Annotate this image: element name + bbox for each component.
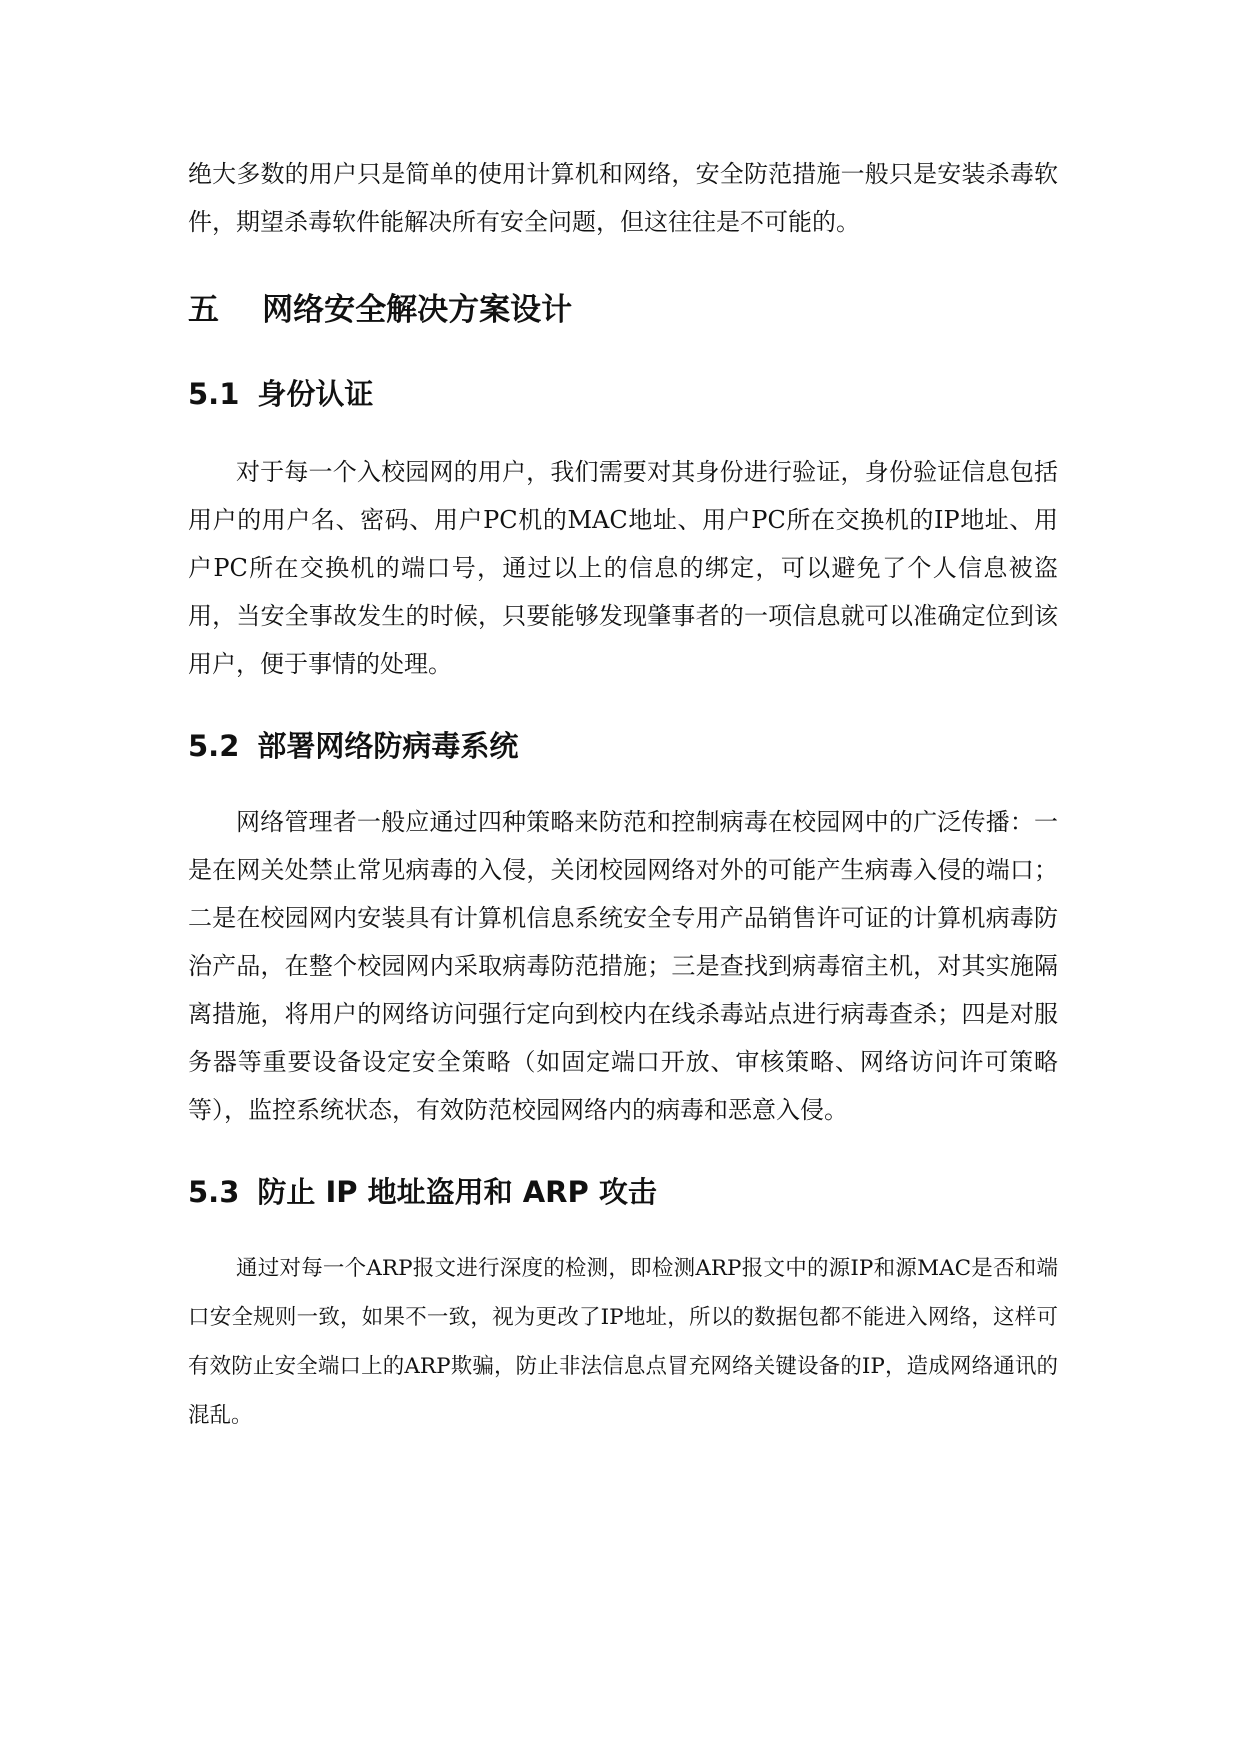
section-5-2-body: 网络管理者一般应通过四种策略来防范和控制病毒在校园网中的广泛传播：一是在网关处禁止常见病毒的入侵，关闭校园网络对外的可能产生病毒入侵的端口；二是在校园网内安装具有计算机信息系统安全专用产品销售许可证的计算机病毒防治产品，在整个校园网内采取病毒防范措施；三是查找到病毒宿主机，对其实施隔离措施，将用户的网络访问强行定向到校内在线杀毒站点进行病毒查杀；四是对服务器等重要设备设定安全策略（如固定端口开放、审核策略、网络访问许可策略等），监控系统状态，有效防范校园网络内的病毒和恶意入侵。 <box>188 808 1058 1124</box>
intro-paragraph: 绝大多数的用户只是简单的使用计算机和网络，安全防范措施一般只是安装杀毒软件，期望杀毒软件能解决所有安全问题，但这往往是不可能的。 <box>188 160 1058 236</box>
section-5-1-number: 5.1 <box>188 377 240 411</box>
section-5-1-title: 身份认证 <box>257 377 374 411</box>
section-5-1-body: 对于每一个入校园网的用户，我们需要对其身份进行验证，身份验证信息包括用户的用户名、密码、用户PC机的MAC地址、用户PC所在交换机的IP地址、用户PC所在交换机的端口号，通过以上的信息的绑定，可以避免了个人信息被盗用，当安全事故发生的时候，只要能够发现肇事者的一项信息就可以准确定位到该用户，便于事情的处理。 <box>188 458 1058 678</box>
section-5-2-number: 5.2 <box>188 729 240 763</box>
section-5-3-heading <box>188 1172 1058 1212</box>
page-content <box>188 150 1058 1440</box>
section-5-3-number: 5.3 <box>188 1175 240 1209</box>
section-5-2-heading <box>188 726 1058 766</box>
section-5-2-title: 部署网络防病毒系统 <box>257 729 519 763</box>
section-5-1-heading <box>188 374 1058 414</box>
section-5-heading: 五 网络安全解决方案设计 <box>188 292 573 328</box>
section-5-3-title: 防止 IP 地址盗用和 ARP 攻击 <box>257 1175 657 1209</box>
section-5-3-body: 通过对每一个ARP报文进行深度的检测，即检测ARP报文中的源IP和源MAC是否和端口安全规则一致，如果不一致，视为更改了IP地址，所以的数据包都不能进入网络，这样可有效防止安全端口上的ARP欺骗，防止非法信息点冒充网络关键设备的IP，造成网络通讯的混乱。 <box>188 1256 1058 1428</box>
